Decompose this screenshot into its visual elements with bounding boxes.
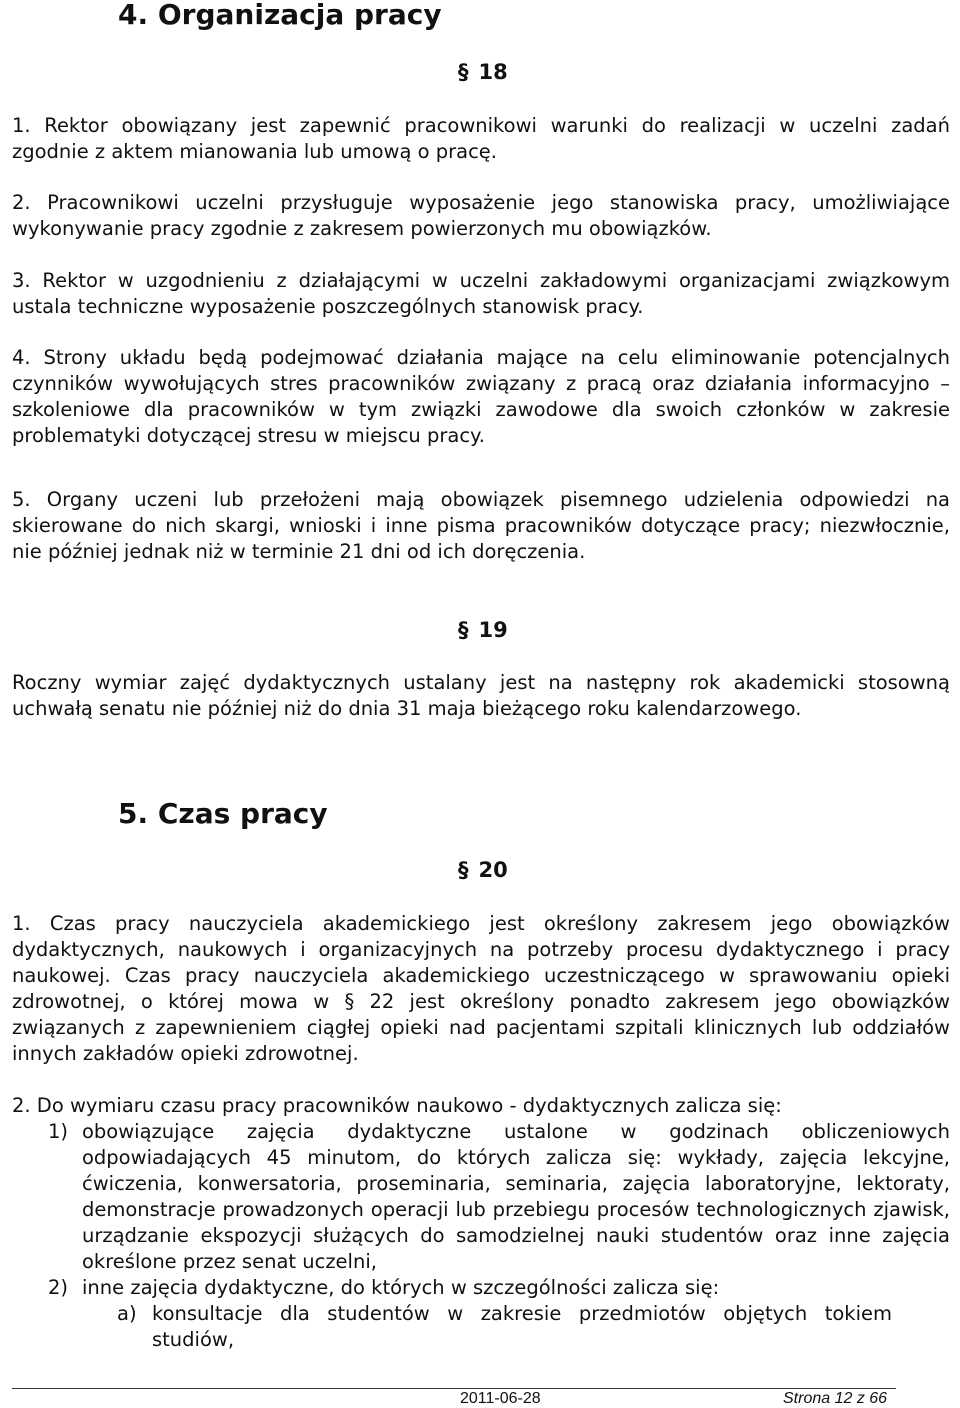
list-item-text: konsultacje dla studentów w zakresie przedmiotów objętych tokiem studiów, (152, 1302, 892, 1351)
footer-divider (12, 1388, 896, 1389)
paragraph-18-4: 4. Strony układu będą podejmować działania mające na celu eliminowanie potencjalnych czynników wywołujących stres pracowników związany z pracą oraz działania informacyjno – szkoleniowe dla pracowników w tym związki zawodowe dla swoich członków w zakresie problematyki dotyczącej stresu w miejscu pracy. (12, 346, 950, 447)
list-item-letter: a) (117, 1302, 137, 1325)
list-item (48, 1119, 950, 1275)
section-18-marker (458, 60, 508, 84)
chapter-heading-organizacja-pracy: 4. Organizacja pracy (118, 0, 442, 31)
footer-date: 2011-06-28 (460, 1390, 541, 1407)
duties-list (48, 1119, 950, 1301)
paragraph-19: Roczny wymiar zajęć dydaktycznych ustalany jest na następny rok akademicki stosowną uchwałą senatu nie później niż do dnia 31 maja bieżącego roku kalendarzowego. (12, 671, 950, 720)
paragraph-18-5: 5. Organy uczeni lub przełożeni mają obowiązek pisemnego udzielenia odpowiedzi na skierowane do nich skargi, wnioski i inne pisma pracowników dotyczące pracy; niezwłocznie, nie później jednak niż w terminie 21 dni od ich doręczenia. (12, 488, 950, 563)
footer-page-number: Strona 12 z 66 (783, 1390, 888, 1407)
paragraph-18-2: 2. Pracownikowi uczelni przysługuje wyposażenie jego stanowiska pracy, umożliwiające wykonywanie pracy zgodnie z zakresem powierzonych mu obowiązków. (12, 191, 950, 240)
list-item (48, 1275, 950, 1301)
list-item-number: 1) (48, 1120, 69, 1143)
paragraph-18-3: 3. Rektor w uzgodnieniu z działającymi w uczelni zakładowymi organizacjami związkowym ustala techniczne wyposażenie poszczególnych stanowisk pracy. (12, 269, 950, 318)
section-number: 18 (478, 60, 508, 84)
section-number: 20 (478, 858, 508, 882)
paragraph-18-1: 1. Rektor obowiązany jest zapewnić pracownikowi warunki do realizacji w uczelni zadań zgodnie z aktem mianowania lub umową o pracę. (12, 114, 950, 163)
section-symbol: § (458, 858, 469, 882)
duties-sublist (117, 1301, 892, 1353)
list-item-number: 2) (48, 1276, 69, 1299)
paragraph-20-1: 1. Czas pracy nauczyciela akademickiego jest określony zakresem jego obowiązków dydaktycznych, naukowych i organizacyjnych na potrzeby procesu dydaktycznego i pracy naukowej. Czas pracy nauczyciela akademickiego uczestniczącego w sprawowaniu opieki zdrowotnej, o której mowa w § 22 jest określony ponadto zakresem jego obowiązków związanych z zapewnieniem ciągłej opieki nad pacjentami szpitali klinicznych lub oddziałów innych zakładów opieki zdrowotnej. (12, 912, 950, 1065)
paragraph-20-2: 2. Do wymiaru czasu pracy pracowników naukowo - dydaktycznych zalicza się: (12, 1094, 782, 1117)
list-item-text: inne zajęcia dydaktyczne, do których w szczególności zalicza się: (82, 1276, 720, 1299)
section-19-marker (458, 618, 508, 642)
list-item-text: obowiązujące zajęcia dydaktyczne ustalone w godzinach obliczeniowych odpowiadających 45 minutom, do których zalicza się: wykłady, zajęcia lekcyjne, ćwiczenia, konwersatoria, proseminaria, seminaria, zajęcia laboratoryjne, lektoraty, demonstracje prowadzonych operacji lub przebiegu procesów technologicznych zjawisk, urządzanie ekspozycji służących do samodzielnej nauki studentów oraz inne zajęcia określone przez senat uczelni, (82, 1120, 950, 1273)
section-symbol: § (458, 618, 469, 642)
section-number: 19 (478, 618, 508, 642)
section-20-marker (458, 858, 508, 882)
list-item (117, 1301, 892, 1353)
chapter-heading-czas-pracy: 5. Czas pracy (118, 797, 328, 830)
section-symbol: § (458, 60, 469, 84)
